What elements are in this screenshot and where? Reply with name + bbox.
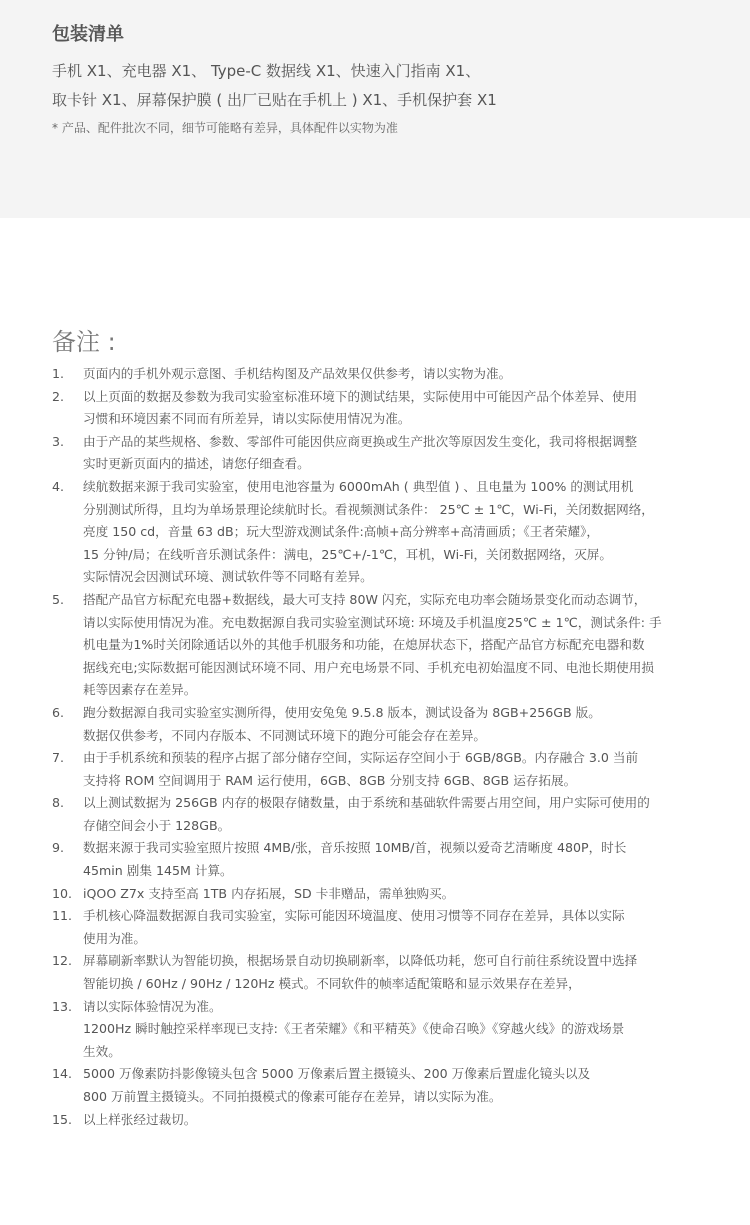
note-number: 8. — [52, 795, 65, 811]
note-item — [52, 386, 722, 431]
note-text-line: 使用为准。 — [83, 930, 146, 946]
note-text-line: 跑分数据源自我司实验室实测所得，使用安兔兔 9.5.8 版本，测试设备为 8GB+256GB 版。 — [83, 704, 601, 720]
note-item — [52, 837, 722, 882]
note-text-line: 续航数据来源于我司实验室，使用电池容量为 6000mAh ( 典型值 ) 、且电量为 100% 的测试用机 — [83, 478, 634, 494]
note-text-line: 实际情况会因测试环境、测试软件等不同略有差异。 — [83, 569, 373, 585]
note-text-line: 请以实际使用情况为准。充电数据源自我司实验室测试环境: 环境及手机温度25℃ ± 1℃，测试条件: 手 — [83, 614, 662, 630]
notes-title: 备注 : — [52, 327, 116, 356]
note-number: 2. — [52, 388, 65, 404]
note-text-line: 15 分钟/局；在线听音乐测试条件：满电，25℃+/-1℃，耳机，Wi-Fi，关闭数据网络，灭屏。 — [83, 546, 612, 562]
note-text-line: 由于手机系统和预装的程序占据了部分储存空间，实际运存空间小于 6GB/8GB。内存融合 3.0 当前 — [83, 750, 639, 766]
note-text-line: 1200Hz 瞬时触控采样率现已支持:《王者荣耀》《和平精英》《使命召唤》《穿越火线》的游戏场景 — [83, 1021, 625, 1037]
note-text-line: 页面内的手机外观示意图、手机结构图及产品效果仅供参考，请以实物为准。 — [83, 366, 512, 381]
note-item — [52, 1109, 722, 1132]
note-number: 6. — [52, 704, 65, 720]
note-number: 4. — [52, 478, 65, 494]
note-item — [52, 1063, 722, 1108]
note-text-line: 据线充电;实际数据可能因测试环境不同、用户充电场景不同、手机充电初始温度不同、电池长期使用损 — [83, 659, 654, 675]
note-item — [52, 996, 722, 1064]
note-item — [52, 950, 722, 995]
note-item — [52, 702, 722, 747]
package-contents-line-2: 取卡针 X1、屏幕保护膜 ( 出厂已贴在手机上 ) X1、手机保护套 X1 — [52, 91, 497, 109]
note-number: 3. — [52, 433, 65, 449]
note-item — [52, 747, 722, 792]
note-text-line: 习惯和环境因素不同而有所差异，请以实际使用情况为准。 — [83, 411, 411, 427]
note-text-line: 手机核心降温数据源自我司实验室，实际可能因环境温度、使用习惯等不同存在差异，具体以实际 — [83, 908, 625, 924]
note-item — [52, 589, 722, 702]
note-number: 9. — [52, 840, 65, 856]
note-text-line: 存储空间会小于 128GB。 — [83, 817, 231, 833]
note-text-line: 实时更新页面内的描述，请您仔细查看。 — [83, 456, 310, 472]
note-text-line: 分别测试所得，且均为单场景理论续航时长。看视频测试条件： 25℃ ± 1℃，Wi-Fi，关闭数据网络， — [83, 501, 654, 517]
note-number: 7. — [52, 750, 65, 766]
note-item — [52, 431, 722, 476]
note-text-line: 数据来源于我司实验室照片按照 4MB/张，音乐按照 10MB/首，视频以爱奇艺清晰度 480P，时长 — [83, 840, 627, 856]
note-number: 13. — [52, 998, 73, 1014]
package-contents-disclaimer: * 产品、配件批次不同，细节可能略有差异，具体配件以实物为准 — [52, 121, 398, 135]
note-number: 10. — [52, 885, 73, 901]
package-contents-line-1: 手机 X1、充电器 X1、 Type-C 数据线 X1、快速入门指南 X1、 — [52, 62, 481, 80]
note-text-line: 以上样张经过裁切。 — [83, 1111, 197, 1127]
note-item — [52, 363, 722, 386]
note-text-line: 搭配产品官方标配充电器+数据线，最大可支持 80W 闪充，实际充电功率会随场景变化而动态调节， — [83, 591, 647, 607]
package-contents-title: 包装清单 — [52, 24, 124, 45]
note-number: 12. — [52, 953, 73, 969]
note-text-line: 屏幕刷新率默认为智能切换，根据场景自动切换刷新率，以降低功耗，您可自行前往系统设置中选择 — [83, 953, 638, 969]
note-item — [52, 905, 722, 950]
package-contents-section — [0, 0, 750, 218]
note-text-line: iQOO Z7x 支持至高 1TB 内存拓展，SD 卡非赠品，需单独购买。 — [83, 885, 455, 901]
note-text-line: 生效。 — [83, 1043, 121, 1059]
note-text-line: 由于产品的某些规格、参数、零部件可能因供应商更换或生产批次等原因发生变化，我司将根据调整 — [83, 433, 638, 449]
note-number: 14. — [52, 1066, 73, 1082]
note-text-line: 45min 剧集 145M 计算。 — [83, 863, 233, 879]
note-number: 15. — [52, 1111, 73, 1127]
note-text-line: 亮度 150 cd，音量 63 dB；玩大型游戏测试条件:高帧+高分辨率+高清画质；《王者荣耀》， — [83, 524, 599, 540]
note-item — [52, 883, 722, 906]
note-number: 5. — [52, 591, 65, 607]
note-text-line: 以上页面的数据及参数为我司实验室标准环境下的测试结果，实际使用中可能因产品个体差异、使用 — [83, 388, 638, 404]
note-text-line: 智能切换 / 60Hz / 90Hz / 120Hz 模式。不同软件的帧率适配策略和显示效果存在差异， — [83, 976, 581, 992]
note-text-line: 以上测试数据为 256GB 内存的极限存储数量，由于系统和基础软件需要占用空间，用户实际可使用的 — [83, 795, 650, 811]
note-text-line: 耗等因素存在差异。 — [83, 682, 197, 698]
note-text-line: 数据仅供参考，不同内存版本、不同测试环境下的跑分可能会存在差异。 — [83, 727, 486, 743]
note-text-line: 5000 万像素防抖影像镜头包含 5000 万像素后置主摄镜头、200 万像素后置虚化镜头以及 — [83, 1066, 591, 1082]
note-text-line: 机电量为1%时关闭除通话以外的其他手机服务和功能，在熄屏状态下，搭配产品官方标配充电器和数 — [83, 637, 645, 653]
note-text-line: 800 万前置主摄镜头。不同拍摄模式的像素可能存在差异，请以实际为准。 — [83, 1089, 502, 1104]
notes-list — [52, 363, 722, 1131]
note-text-line: 支持将 ROM 空间调用于 RAM 运行使用，6GB、8GB 分别支持 6GB、8GB 运存拓展。 — [83, 772, 577, 788]
note-item — [52, 792, 722, 837]
note-number: 11. — [52, 908, 73, 924]
note-item — [52, 476, 722, 589]
note-number: 1. — [52, 366, 65, 381]
note-text-line: 请以实际体验情况为准。 — [83, 998, 222, 1014]
